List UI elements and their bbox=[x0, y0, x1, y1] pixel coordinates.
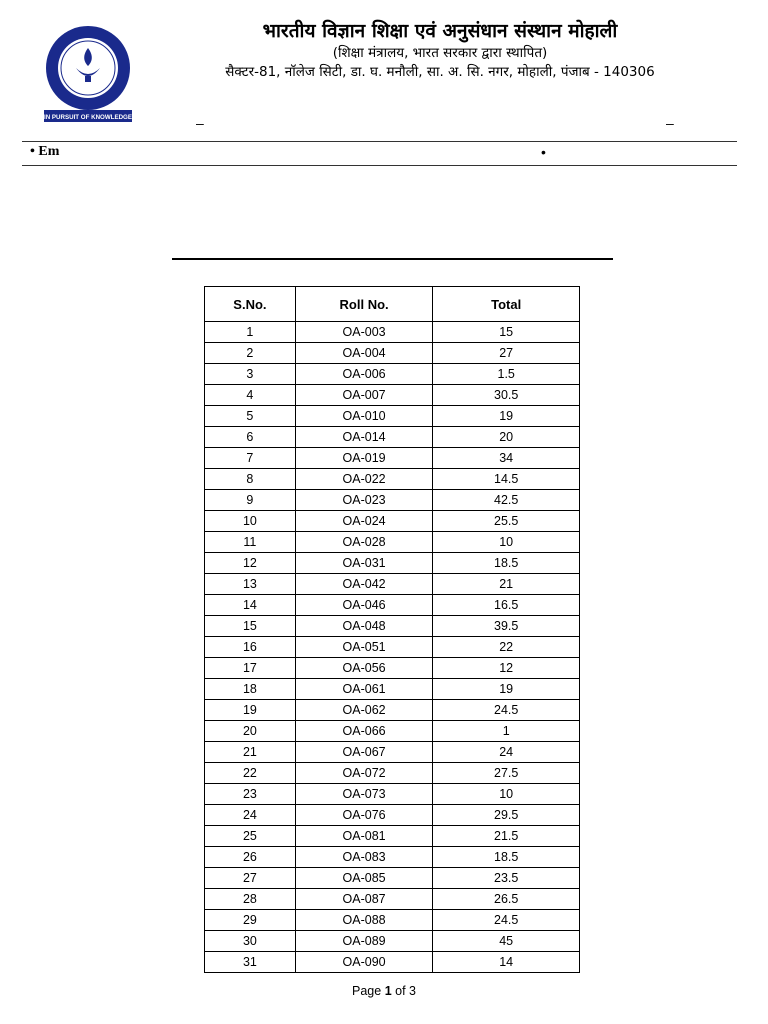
table-row bbox=[205, 805, 580, 826]
cell-roll-no: OA-067 bbox=[295, 742, 433, 763]
cell-total: 10 bbox=[433, 784, 580, 805]
institute-address: सैक्टर-81, नॉलेज सिटी, डा. घ. मनौली, सा. अ. सि. नगर, मोहाली, पंजाब - 140306 bbox=[225, 64, 655, 80]
footer-total-pages: 3 bbox=[409, 984, 416, 998]
table-row bbox=[205, 616, 580, 637]
footer-current-page: 1 bbox=[384, 984, 392, 998]
cell-total: 15 bbox=[433, 322, 580, 343]
bullet-right: • bbox=[541, 144, 546, 160]
cell-sno: 20 bbox=[205, 721, 296, 742]
institute-name: भारतीय विज्ञान शिक्षा एवं अनुसंधान संस्थान मोहाली bbox=[262, 20, 618, 42]
cell-total: 18.5 bbox=[433, 847, 580, 868]
cell-total: 21.5 bbox=[433, 826, 580, 847]
cell-total: 25.5 bbox=[433, 511, 580, 532]
cell-roll-no: OA-007 bbox=[295, 385, 433, 406]
results-table bbox=[204, 286, 580, 973]
cell-total: 14.5 bbox=[433, 469, 580, 490]
cell-sno: 28 bbox=[205, 889, 296, 910]
table-row bbox=[205, 721, 580, 742]
table-row bbox=[205, 826, 580, 847]
cell-total: 30.5 bbox=[433, 385, 580, 406]
table-row bbox=[205, 595, 580, 616]
cell-sno: 22 bbox=[205, 763, 296, 784]
cell-roll-no: OA-088 bbox=[295, 910, 433, 931]
cell-total: 24.5 bbox=[433, 910, 580, 931]
table-row bbox=[205, 637, 580, 658]
cell-total: 22 bbox=[433, 637, 580, 658]
cell-total: 42.5 bbox=[433, 490, 580, 511]
footer-prefix: Page bbox=[352, 984, 382, 998]
table-row bbox=[205, 700, 580, 721]
table-row bbox=[205, 448, 580, 469]
header-rule-top bbox=[22, 141, 737, 142]
cell-sno: 3 bbox=[205, 364, 296, 385]
bullet-left-text: Em bbox=[38, 144, 60, 159]
institute-subtitle: (शिक्षा मंत्रालय, भारत सरकार द्वारा स्थापित) bbox=[332, 45, 548, 61]
cell-roll-no: OA-019 bbox=[295, 448, 433, 469]
table-body bbox=[205, 322, 580, 973]
cell-roll-no: OA-024 bbox=[295, 511, 433, 532]
cell-roll-no: OA-090 bbox=[295, 952, 433, 973]
cell-sno: 9 bbox=[205, 490, 296, 511]
table-row bbox=[205, 427, 580, 448]
table-row bbox=[205, 658, 580, 679]
institute-logo bbox=[40, 24, 136, 124]
table-row bbox=[205, 784, 580, 805]
cell-sno: 7 bbox=[205, 448, 296, 469]
cell-sno: 24 bbox=[205, 805, 296, 826]
table-row bbox=[205, 385, 580, 406]
table-row bbox=[205, 868, 580, 889]
cell-total: 29.5 bbox=[433, 805, 580, 826]
table-header-row bbox=[205, 287, 580, 322]
cell-total: 34 bbox=[433, 448, 580, 469]
table-row bbox=[205, 469, 580, 490]
cell-total: 20 bbox=[433, 427, 580, 448]
logo-motto: IN PURSUIT OF KNOWLEDGE bbox=[44, 114, 132, 121]
cell-roll-no: OA-048 bbox=[295, 616, 433, 637]
cell-total: 19 bbox=[433, 679, 580, 700]
cell-sno: 23 bbox=[205, 784, 296, 805]
cell-total: 19 bbox=[433, 406, 580, 427]
cell-sno: 27 bbox=[205, 868, 296, 889]
table-row bbox=[205, 532, 580, 553]
top-mark-left: – bbox=[196, 115, 204, 131]
cell-roll-no: OA-014 bbox=[295, 427, 433, 448]
cell-sno: 2 bbox=[205, 343, 296, 364]
cell-roll-no: OA-083 bbox=[295, 847, 433, 868]
cell-roll-no: OA-061 bbox=[295, 679, 433, 700]
institute-header bbox=[205, 18, 675, 82]
cell-roll-no: OA-022 bbox=[295, 469, 433, 490]
cell-sno: 12 bbox=[205, 553, 296, 574]
cell-total: 27.5 bbox=[433, 763, 580, 784]
cell-sno: 17 bbox=[205, 658, 296, 679]
cell-sno: 15 bbox=[205, 616, 296, 637]
cell-total: 1.5 bbox=[433, 364, 580, 385]
cell-sno: 1 bbox=[205, 322, 296, 343]
cell-sno: 19 bbox=[205, 700, 296, 721]
cell-sno: 30 bbox=[205, 931, 296, 952]
cell-roll-no: OA-073 bbox=[295, 784, 433, 805]
header-roll-no: Roll No. bbox=[295, 287, 433, 322]
cell-total: 14 bbox=[433, 952, 580, 973]
cell-sno: 16 bbox=[205, 637, 296, 658]
cell-total: 21 bbox=[433, 574, 580, 595]
cell-sno: 25 bbox=[205, 826, 296, 847]
table-row bbox=[205, 574, 580, 595]
header-sno: S.No. bbox=[205, 287, 296, 322]
cell-total: 27 bbox=[433, 343, 580, 364]
cell-sno: 31 bbox=[205, 952, 296, 973]
cell-roll-no: OA-006 bbox=[295, 364, 433, 385]
cell-sno: 11 bbox=[205, 532, 296, 553]
table-row bbox=[205, 931, 580, 952]
table-row bbox=[205, 343, 580, 364]
cell-roll-no: OA-062 bbox=[295, 700, 433, 721]
cell-roll-no: OA-031 bbox=[295, 553, 433, 574]
cell-total: 45 bbox=[433, 931, 580, 952]
cell-sno: 21 bbox=[205, 742, 296, 763]
cell-total: 24 bbox=[433, 742, 580, 763]
cell-sno: 6 bbox=[205, 427, 296, 448]
cell-sno: 29 bbox=[205, 910, 296, 931]
cell-sno: 13 bbox=[205, 574, 296, 595]
cell-sno: 4 bbox=[205, 385, 296, 406]
cell-roll-no: OA-089 bbox=[295, 931, 433, 952]
header-rule-bottom bbox=[22, 165, 737, 166]
cell-total: 10 bbox=[433, 532, 580, 553]
cell-roll-no: OA-023 bbox=[295, 490, 433, 511]
cell-total: 39.5 bbox=[433, 616, 580, 637]
table-row bbox=[205, 847, 580, 868]
cell-roll-no: OA-046 bbox=[295, 595, 433, 616]
cell-roll-no: OA-028 bbox=[295, 532, 433, 553]
table-row bbox=[205, 364, 580, 385]
table-row bbox=[205, 763, 580, 784]
cell-roll-no: OA-085 bbox=[295, 868, 433, 889]
cell-roll-no: OA-042 bbox=[295, 574, 433, 595]
footer-of: of bbox=[395, 984, 406, 998]
cell-roll-no: OA-004 bbox=[295, 343, 433, 364]
cell-roll-no: OA-072 bbox=[295, 763, 433, 784]
table-row bbox=[205, 742, 580, 763]
cell-roll-no: OA-056 bbox=[295, 658, 433, 679]
cell-roll-no: OA-087 bbox=[295, 889, 433, 910]
table-row bbox=[205, 406, 580, 427]
table-row bbox=[205, 952, 580, 973]
cell-sno: 26 bbox=[205, 847, 296, 868]
page-footer bbox=[0, 984, 768, 998]
cell-sno: 5 bbox=[205, 406, 296, 427]
table-row bbox=[205, 910, 580, 931]
table-row bbox=[205, 322, 580, 343]
cell-roll-no: OA-051 bbox=[295, 637, 433, 658]
cell-sno: 18 bbox=[205, 679, 296, 700]
cell-sno: 8 bbox=[205, 469, 296, 490]
title-underline bbox=[172, 258, 613, 260]
cell-total: 26.5 bbox=[433, 889, 580, 910]
cell-total: 18.5 bbox=[433, 553, 580, 574]
cell-sno: 14 bbox=[205, 595, 296, 616]
cell-total: 1 bbox=[433, 721, 580, 742]
table-row bbox=[205, 511, 580, 532]
cell-total: 24.5 bbox=[433, 700, 580, 721]
cell-sno: 10 bbox=[205, 511, 296, 532]
table-row bbox=[205, 889, 580, 910]
cell-total: 16.5 bbox=[433, 595, 580, 616]
cell-roll-no: OA-076 bbox=[295, 805, 433, 826]
cell-total: 23.5 bbox=[433, 868, 580, 889]
cell-roll-no: OA-066 bbox=[295, 721, 433, 742]
cell-total: 12 bbox=[433, 658, 580, 679]
table-row bbox=[205, 490, 580, 511]
cell-roll-no: OA-081 bbox=[295, 826, 433, 847]
table-row bbox=[205, 553, 580, 574]
table-row bbox=[205, 679, 580, 700]
header-total: Total bbox=[433, 287, 580, 322]
top-mark-right: – bbox=[666, 115, 674, 131]
bullet-left: • Em bbox=[30, 144, 60, 159]
cell-roll-no: OA-010 bbox=[295, 406, 433, 427]
cell-roll-no: OA-003 bbox=[295, 322, 433, 343]
